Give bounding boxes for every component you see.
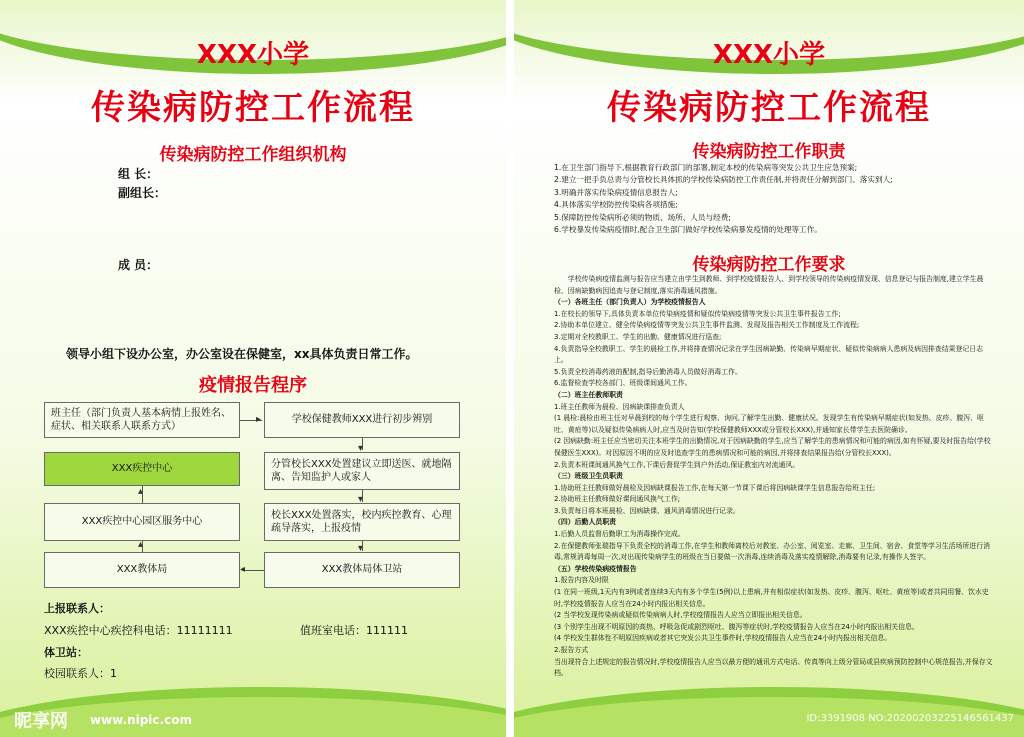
campus-contact: 校园联系人：1 xyxy=(44,667,117,680)
requirement-item: 学校传染病疫情监测与报告应当建立由学生到教师、到学校疫情报告人、到学校领导的传染病疫情发现、信息登记与报告制度,建立学生晨检、因病缺勤病因追查与登记制度,落实消毒通风措施。 xyxy=(554,275,984,295)
arrow-up-icon: ▴ xyxy=(138,539,144,550)
flow-cdc-box: XXX疾控中心 xyxy=(44,452,240,486)
office-note: 领导小组下设办公室，办公室设在保健室，xx具体负责日常工作。 xyxy=(66,347,418,361)
requirement-item: 1.协助班主任教师做好晨检及因病缺课报告工作,在每天第一节课下课后将因病缺课学生信息报告给班主任; xyxy=(554,483,876,492)
watermark-id: ID:3391908 NO:20200203225146561437 xyxy=(806,713,1014,724)
requirement-heading: （二）班主任教师职责 xyxy=(554,390,623,399)
duty-item: 1.在卫生部门指导下,根据教育行政部门的部署,制定本校的传染病等突发公共卫生应急预案; xyxy=(554,163,858,172)
flow-edu-bureau-box: XXX教体局 xyxy=(44,552,240,588)
flow-headmaster-box: 校长XXX处置落实，校内疾控教育、心理疏导落实，上报疫情 xyxy=(264,503,460,541)
requirement-heading: （三）班级卫生员职责 xyxy=(554,472,623,481)
duty-item: 6.学校暴发传染病疫情时,配合卫生部门做好学校传染病暴发疫情的处理等工作。 xyxy=(554,225,822,235)
arrow-right-icon: ▸ xyxy=(256,414,262,425)
arrow-up-icon: ▴ xyxy=(138,486,144,497)
flow-health-station-box: XXX教体局体卫站 xyxy=(264,552,460,588)
bottom-swoosh xyxy=(514,687,1024,737)
requirement-item: (2 因病缺勤:班主任应当密切关注本班学生的出勤情况,对于因病缺勤的学生,应当了解学生的患病情况和可能的病因,如有怀疑,要及时报告给(学校保健医生XXX)。对因原因不明的应及时追查学生的患病情况和可能的病因,并将排查结果报告给(分管校长XXX)。 xyxy=(554,437,991,457)
duty-title: 传染病防控工作职责 xyxy=(692,142,846,162)
requirement-item: 1.后勤人员监督后勤职工为消毒操作完成。 xyxy=(554,530,685,539)
requirements-title: 传染病防控工作要求 xyxy=(692,255,846,275)
main-title: 传染病防控工作流程 xyxy=(607,88,931,128)
requirements-list xyxy=(554,274,994,680)
watermark-url: www.nipic.com xyxy=(90,713,192,727)
flow-teacher-box: 班主任（部门负责人基本病情上报姓名、症状、相关联系人联系方式） xyxy=(44,402,240,438)
requirement-item: 1.在校长的领导下,具体负责本单位传染病疫情和疑似传染病疫情等突发公共卫生事件报告工作; xyxy=(554,309,841,318)
duty-phone: 值班室电话：111111 xyxy=(300,624,408,637)
requirement-heading: （四）后勤人员职责 xyxy=(554,518,617,527)
report-title: 疫情报告程序 xyxy=(199,375,307,396)
left-panel xyxy=(0,0,506,737)
requirement-item: 2.负责本班课间通风换气工作,下课后督促学生到户外活动,保证教室内对流通风。 xyxy=(554,460,800,469)
connector-line xyxy=(242,570,264,571)
arrow-down-icon: ▾ xyxy=(358,543,364,554)
requirement-item: 1.报告内容及时限 xyxy=(554,576,609,585)
duty-item: 3.明确并落实传染病疫情信息报告人; xyxy=(554,187,678,197)
contacts-title: 上报联系人： xyxy=(44,602,110,615)
requirement-item: 3.负责每日将本班晨检、因病缺课、通风消毒情况进行记录。 xyxy=(554,506,740,515)
requirement-item: 当出现符合上述规定的报告情况时,学校疫情报告人应当以最方便的通讯方式电话、传真等向上级分管局或县疾病预防控制中心规范报告,并保存文档。 xyxy=(554,657,993,678)
cdc-phone: XXX疾控中心疾控科电话：11111111 xyxy=(44,624,233,637)
requirement-item: 5.负责全校消毒药液的配制,指导后勤消毒人员做好消毒工作。 xyxy=(554,367,742,376)
arrow-down-icon: ▾ xyxy=(358,494,364,505)
health-station-contact: 体卫站： xyxy=(44,646,88,659)
requirement-item: (4 学校发生群体性不明原因疾病或者其它突发公共卫生事件时,学校疫情报告人应当在24小时内报出相关信息。 xyxy=(554,634,892,643)
requirement-item: 3.定期对全校教职工、学生的出勤、健康情况进行巡查; xyxy=(554,332,722,341)
duty-list xyxy=(554,162,994,236)
requirement-item: (2 当学校发现传染病或疑似传染病病人时,学校疫情报告人应当立即报出相关信息。 xyxy=(554,611,807,620)
requirement-item: 6.监督检查学校各部门、班级课间通风工作。 xyxy=(554,379,692,388)
duty-item: 4.具体落实学校防控传染病各项措施; xyxy=(554,200,678,210)
flow-cdc-service-box: XXX疾控中心园区服务中心 xyxy=(44,503,240,541)
school-name: XXX小学 xyxy=(196,40,310,70)
requirement-item: 2.协助本单位建立、健全传染病疫情等突发公共卫生事件监测、发现及报告相关工作制度及工作流程; xyxy=(554,321,860,330)
school-name: XXX小学 xyxy=(712,40,826,70)
requirement-item: (3 个别学生出现不明原因的高热、呼吸急促或剧烈呕吐、腹泻等症状时,学校疫情报告人应当在24小时内报出相关信息。 xyxy=(554,622,919,631)
org-members-label: 成 员： xyxy=(118,258,159,272)
requirement-item: 4.负责指导全校教职工、学生的晨检工作,并将排查情况记录在学生因病缺勤、传染病早期症状、疑似传染病病人患病及病因排查结果登记日志上。 xyxy=(554,344,984,365)
org-leader-label: 组 长： xyxy=(118,167,159,181)
requirement-item: 2.报告方式 xyxy=(554,646,589,654)
arrow-left-icon: ◂ xyxy=(240,564,246,575)
bottom-swoosh xyxy=(0,687,506,737)
flow-principal-box: 分管校长XXX处置建议立即送医、就地隔离、告知监护人或家人 xyxy=(264,452,460,490)
arrow-down-icon: ▾ xyxy=(358,443,364,454)
requirement-item: (1 在同一班级,1天内有3例或者连续3天内有多个学生(5例)以上患病,并有相似症状(如发热、皮疹、腹泻、呕吐、黄疸等)或者共同用餐、饮水史时,学校疫情报告人应当在24小时内报出相关信息。 xyxy=(554,588,989,608)
flow-doctor-box: 学校保健教师XXX进行初步辨别 xyxy=(264,402,460,438)
main-title: 传染病防控工作流程 xyxy=(91,88,415,128)
org-title: 传染病防控工作组织机构 xyxy=(159,145,347,165)
duty-item: 2.建立一把手负总责与分管校长具体抓的学校传染病防控工作责任制,并将责任分解到部门、落实到人; xyxy=(554,175,893,185)
requirement-heading: （一）各班主任（部门负责人）为学校疫情报告人 xyxy=(554,298,706,307)
requirement-item: (1 晨检:晨检由班主任对早晨到校的每个学生进行观察、询问,了解学生出勤、健康状况。发现学生有传染病早期症状(如发热、皮疹、腹泻、呕吐、黄疸等)以及疑似传染病病人时,应当及时告知(学校保健教师XXX或分管校长XXX),并通知家长带学生去医院确诊。 xyxy=(554,414,984,434)
requirement-item: 2.协助班主任教师做好课间通风换气工作; xyxy=(554,495,681,504)
right-panel xyxy=(514,0,1024,737)
duty-item: 5.保障防控传染病所必须的物质、场所、人员与经费; xyxy=(554,212,731,222)
org-deputy-label: 副组长： xyxy=(118,186,167,200)
watermark-logo: 昵享网 xyxy=(14,711,68,732)
requirement-item: 1.班主任教师为晨检、因病缺课排查负责人 xyxy=(554,402,685,411)
requirement-item: 2.在保健教师张瑞指导下负责全校的消毒工作,在学生和教师离校后对教室、办公室、阅览室、走廊、卫生间、宿舍、食堂等学习生活场所进行消毒,常规消毒每周一次,对出现传染病学生的班级在当日要做一次消毒,连续消毒及落实疫情解除,消毒要有记录,有操作人签字。 xyxy=(554,541,990,562)
requirement-heading: （五）学校传染病疫情报告 xyxy=(554,564,637,573)
